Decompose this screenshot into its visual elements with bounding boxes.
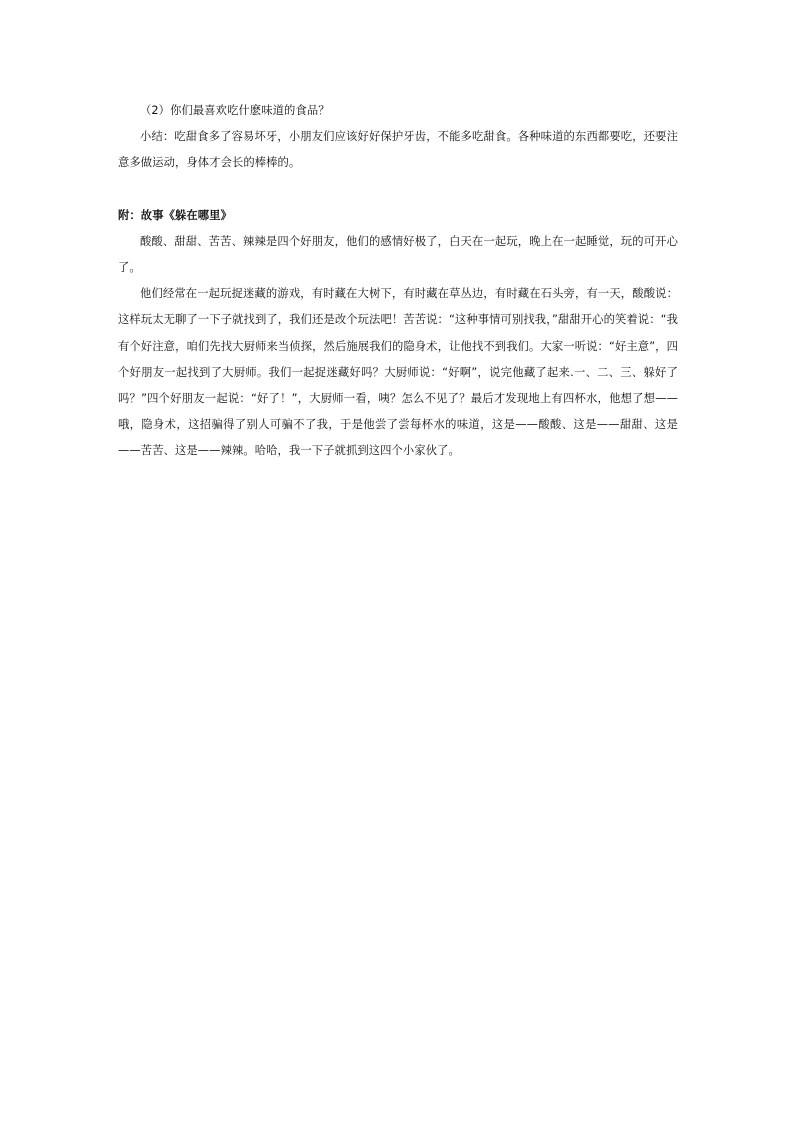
document-body [118, 98, 678, 465]
question-line: （2）你们最喜欢吃什麽味道的食品？ [140, 104, 330, 117]
appendix-heading: 附：故事《躲在哪里》 [118, 208, 232, 222]
story-paragraph-1: 酸酸、甜甜、苦苦、辣辣是四个好朋友，他们的感情好极了，白天在一起玩，晚上在一起睡觉，玩的可开心了。 [118, 234, 678, 275]
paragraph-spacer [118, 177, 678, 203]
story-paragraph-2: 他们经常在一起玩捉迷藏的游戏，有时藏在大树下，有时藏在草丛边，有时藏在石头旁，有一天，酸酸说：这样玩太无聊了一下子就找到了，我们还是改个玩法吧！苦苦说：“这种事情可别找我，”甜甜开心的笑着说：“我有个好注意，咱们先找大厨师来当侦探，然后施展我们的隐身术，让他找不到我们。大家一听说：“好主意”，四个好朋友一起找到了大厨师。我们一起捉迷藏好吗？大厨师说：“好啊”，说完他藏了起来.一、二、三、躲好了吗？”四个好朋友一起说：“好了！”，大厨师一看，咦？怎么不见了？最后才发现地上有四杯水，他想了想——哦，隐身术，这招骗得了别人可骗不了我，于是他尝了尝每杯水的味道，这是——酸酸、这是——甜甜、这是——苦苦、这是——辣辣。哈哈，我一下子就抓到这四个小家伙了。 [118, 287, 678, 458]
summary-paragraph: 小结：吃甜食多了容易坏牙，小朋友们应该好好保护牙齿，不能多吃甜食。各种味道的东西都要吃，还要注意多做运动，身体才会长的棒棒的。 [118, 130, 678, 170]
